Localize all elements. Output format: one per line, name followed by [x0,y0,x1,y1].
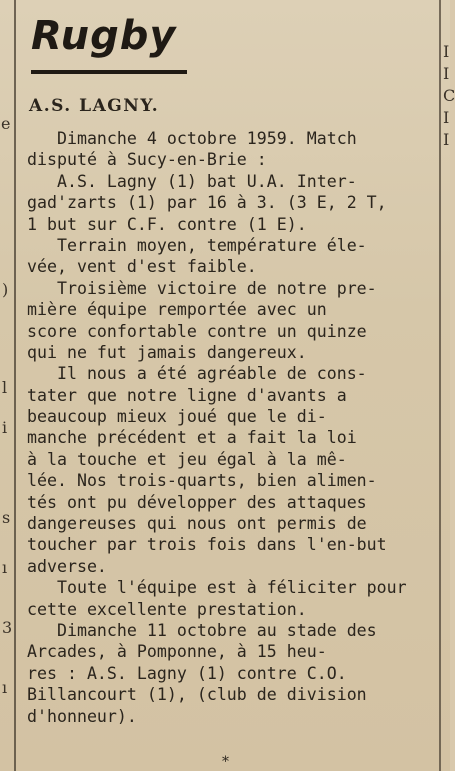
left-margin-fragment: l [2,378,8,397]
left-margin-fragment: ı [2,678,8,697]
right-column-rule [439,0,441,771]
article-line: score confortable contre un quinze [27,321,367,341]
left-margin-fragment: 3 [2,618,13,637]
article-line: tater que notre ligne d'avants a [27,385,347,405]
article-line: toucher par trois fois dans l'en-but [27,535,387,555]
article-line: Troisième victoire de notre pre- [27,278,377,298]
right-margin-fragment: I [443,42,450,61]
right-margin-fragment: I [443,108,450,127]
article-line: cette excellente prestation. [27,599,307,619]
article-line: res : A.S. Lagny (1) contre C.O. [27,663,347,683]
article-line: Dimanche 11 octobre au stade des [27,620,377,640]
club-heading: A.S. LAGNY. [29,96,160,116]
right-margin-fragment: I [443,130,450,149]
article-line: tés ont pu développer des attaques [27,492,367,512]
headline: Rugby [31,13,177,59]
article-line: gad'zarts (1) par 16 à 3. (3 E, 2 T, [27,193,387,213]
left-margin-fragment: s [2,508,11,527]
article-line: Toute l'équipe est à féliciter pour [27,578,407,598]
rugby-article [27,14,437,727]
article-line: mière équipe remportée avec un [27,300,327,320]
article-line: adverse. [27,556,107,576]
right-margin-fragment: I [443,64,450,83]
article-line: d'honneur). [27,706,137,726]
headline-underline [31,70,187,74]
article-line: Billancourt (1), (club de division [27,685,367,705]
left-margin-fragment: i [2,418,8,437]
article-line: à la touche et jeu égal à la mê- [27,449,347,469]
ornament-asterisk: * [222,754,229,770]
article-line: dangereuses qui nous ont permis de [27,514,367,534]
article-line: manche précédent et a fait la loi [27,428,357,448]
article-line: Terrain moyen, température éle- [27,235,367,255]
article-body [27,128,437,727]
article-line: beaucoup mieux joué que le di- [27,407,327,427]
left-column-rule [14,0,16,771]
article-line: lée. Nos trois-quarts, bien alimen- [27,471,377,491]
article-line: 1 but sur C.F. contre (1 E). [27,214,307,234]
article-line: qui ne fut jamais dangereux. [27,342,307,362]
article-line: vée, vent d'est faible. [27,257,257,277]
right-margin-fragment: C [443,86,455,105]
article-line: A.S. Lagny (1) bat U.A. Inter- [27,171,357,191]
article-line: Dimanche 4 octobre 1959. Match [27,129,357,148]
left-margin-fragment: e [1,114,11,133]
left-margin-fragment: ) [2,280,9,299]
article-line: disputé à Sucy-en-Brie : [27,150,267,170]
article-line: Arcades, à Pomponne, à 15 heu- [27,642,327,662]
article-line: Il nous a été agréable de cons- [27,364,367,384]
left-margin-fragment: ı [2,558,8,577]
